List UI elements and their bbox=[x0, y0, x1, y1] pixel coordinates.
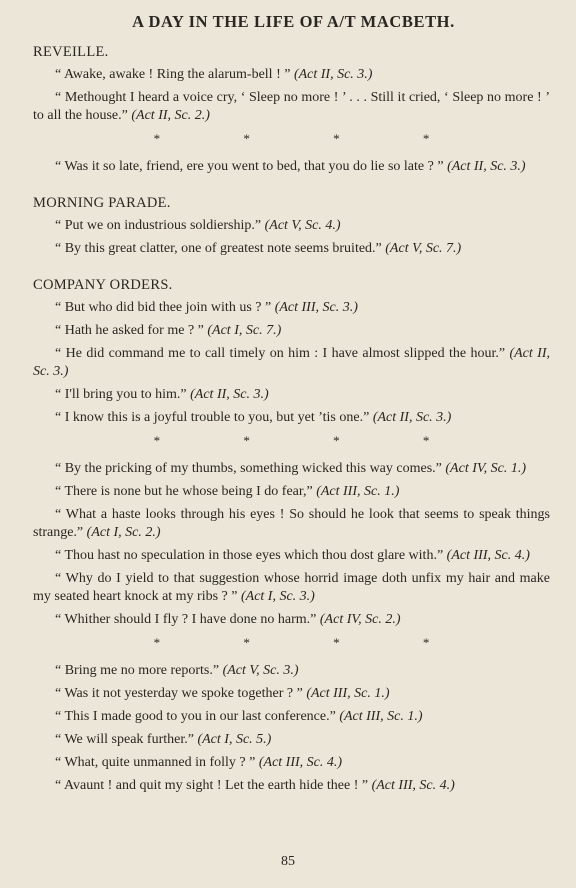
quote-reference: (Act II, Sc. 3.) bbox=[190, 387, 269, 402]
quote-paragraph bbox=[33, 66, 550, 84]
section-heading: REVEILLE. bbox=[33, 44, 109, 60]
quote-text: “ Was it so late, friend, ere you went to bed, that you do lie so late ? ” bbox=[55, 159, 448, 174]
quote-reference: (Act III, Sc. 4.) bbox=[446, 548, 530, 563]
page-title: A DAY IN THE LIFE OF A/T MACBETH. bbox=[132, 12, 455, 31]
quote-reference: (Act II, Sc. 3.) bbox=[447, 159, 526, 174]
quote-reference: (Act II, Sc. 3.) bbox=[33, 346, 550, 379]
quote-reference: (Act V, Sc. 7.) bbox=[385, 241, 462, 256]
quote-text: “ I'll bring you to him.” bbox=[55, 387, 191, 402]
quote-reference: (Act II, Sc. 3.) bbox=[293, 67, 373, 82]
quote-reference: (Act III, Sc. 4.) bbox=[258, 755, 343, 770]
quote-reference: (Act II, Sc. 3.) bbox=[372, 410, 452, 425]
section-spacer bbox=[33, 181, 550, 193]
quote-text: “ This I made good to you in our last conference.” bbox=[55, 709, 340, 724]
quote-reference: (Act III, Sc. 1.) bbox=[339, 709, 423, 724]
section-spacer bbox=[33, 263, 550, 275]
quote-text: “ Thou hast no speculation in those eyes which thou dost glare with.” bbox=[55, 548, 447, 563]
quote-paragraph bbox=[33, 547, 550, 565]
quote-text: “ Methought I heard a voice cry, ‘ Sleep no more ! ’ . . . Still it cried, ‘ Sleep no more ! ’ to all the house.” bbox=[33, 90, 550, 123]
section-divider-stars: * * * * bbox=[153, 131, 470, 146]
quote-text: “ What, quite unmanned in folly ? ” bbox=[55, 755, 259, 770]
quote-paragraph bbox=[33, 322, 550, 340]
quote-paragraph bbox=[33, 777, 550, 795]
quote-reference: (Act I, Sc. 3.) bbox=[240, 589, 315, 604]
section-heading: COMPANY ORDERS. bbox=[33, 277, 173, 293]
quote-reference: (Act III, Sc. 1.) bbox=[316, 484, 400, 499]
quote-paragraph bbox=[33, 158, 550, 176]
quote-paragraph bbox=[33, 240, 550, 258]
quote-paragraph bbox=[33, 299, 550, 317]
quote-text: “ But who did bid thee join with us ? ” bbox=[55, 300, 275, 315]
quote-paragraph bbox=[33, 483, 550, 501]
quote-text: “ Avaunt ! and quit my sight ! Let the earth hide thee ! ” bbox=[55, 778, 372, 793]
quote-paragraph bbox=[33, 506, 550, 542]
quote-text: “ There is none but he whose being I do fear,” bbox=[55, 484, 317, 499]
quote-paragraph bbox=[33, 731, 550, 749]
sections-container bbox=[33, 42, 550, 795]
quote-paragraph bbox=[33, 662, 550, 680]
quote-reference: (Act III, Sc. 4.) bbox=[371, 778, 455, 793]
quote-paragraph bbox=[33, 345, 550, 381]
quote-text: “ By the pricking of my thumbs, something wicked this way comes.” bbox=[55, 461, 446, 476]
quote-text: “ Why do I yield to that suggestion whose horrid image doth unfix my hair and make my seated heart knock at my ribs ? ” bbox=[33, 571, 550, 604]
quote-paragraph bbox=[33, 708, 550, 726]
quote-paragraph bbox=[33, 386, 550, 404]
quote-text: “ Bring me no more reports.” bbox=[55, 663, 223, 678]
section-divider-stars: * * * * bbox=[153, 433, 470, 448]
quote-reference: (Act III, Sc. 3.) bbox=[274, 300, 358, 315]
section-heading: MORNING PARADE. bbox=[33, 195, 171, 211]
quote-paragraph bbox=[33, 409, 550, 427]
quote-text: “ Whither should I fly ? I have done no harm.” bbox=[55, 612, 320, 627]
quote-text: “ Hath he asked for me ? ” bbox=[55, 323, 208, 338]
section-morning-parade bbox=[33, 193, 550, 258]
quote-paragraph bbox=[33, 217, 550, 235]
quote-reference: (Act IV, Sc. 2.) bbox=[319, 612, 401, 627]
quote-paragraph bbox=[33, 89, 550, 125]
section-company-orders bbox=[33, 275, 550, 795]
quote-text: “ I know this is a joyful trouble to you, but yet ’tis one.” bbox=[55, 410, 373, 425]
quote-paragraph bbox=[33, 611, 550, 629]
quote-reference: (Act III, Sc. 1.) bbox=[306, 686, 390, 701]
quote-text: “ By this great clatter, one of greatest note seems bruited.” bbox=[55, 241, 386, 256]
quote-text: “ Was it not yesterday we spoke together ? ” bbox=[55, 686, 307, 701]
quote-paragraph bbox=[33, 460, 550, 478]
quote-paragraph bbox=[33, 685, 550, 703]
quote-reference: (Act IV, Sc. 1.) bbox=[445, 461, 526, 476]
quote-reference: (Act I, Sc. 2.) bbox=[86, 525, 161, 540]
quote-reference: (Act V, Sc. 4.) bbox=[264, 218, 341, 233]
section-reveille bbox=[33, 42, 550, 176]
quote-reference: (Act V, Sc. 3.) bbox=[222, 663, 299, 678]
quote-text: “ What a haste looks through his eyes ! So should he look that seems to speak things strange.” bbox=[33, 507, 550, 540]
quote-text: “ We will speak further.” bbox=[55, 732, 198, 747]
quote-text: “ Put we on industrious soldiership.” bbox=[55, 218, 265, 233]
page-number: 85 bbox=[281, 854, 295, 869]
quote-paragraph bbox=[33, 754, 550, 772]
quote-text: “ He did command me to call timely on him : I have almost slipped the hour.” bbox=[55, 346, 510, 361]
quote-text: “ Awake, awake ! Ring the alarum-bell ! ” bbox=[55, 67, 294, 82]
quote-reference: (Act II, Sc. 2.) bbox=[131, 108, 210, 123]
quote-reference: (Act I, Sc. 5.) bbox=[197, 732, 272, 747]
quote-reference: (Act I, Sc. 7.) bbox=[207, 323, 282, 338]
quote-paragraph bbox=[33, 570, 550, 606]
section-divider-stars: * * * * bbox=[153, 635, 470, 650]
